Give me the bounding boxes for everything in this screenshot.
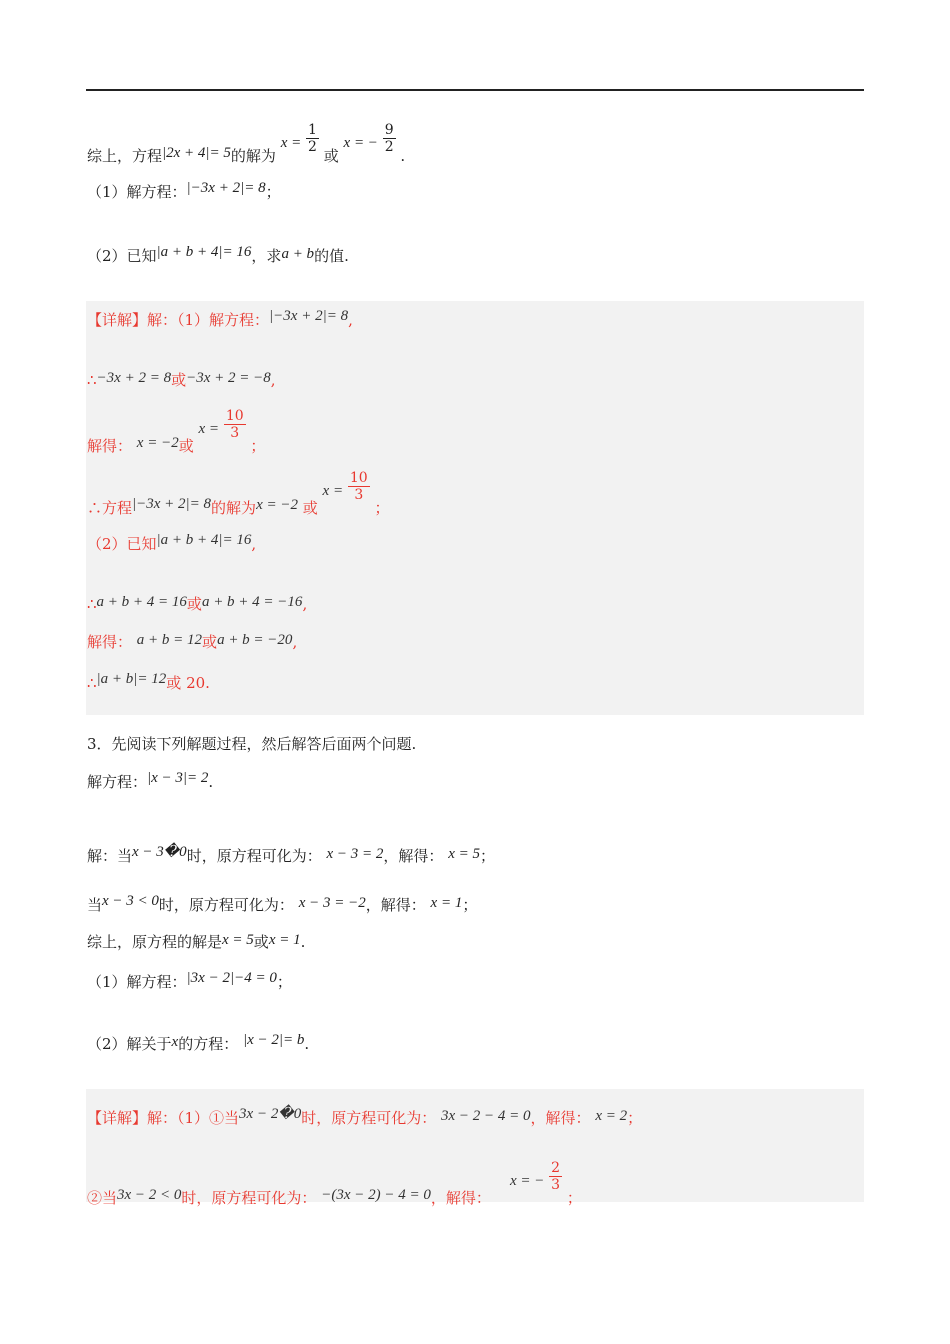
problem-3-equation: 解方程：|x − 3|= 2. [87, 770, 214, 791]
equation: x = 5 [222, 932, 254, 948]
text: （1）解方程： [87, 183, 187, 201]
text: 解得： [87, 633, 133, 651]
variable: x [171, 1034, 179, 1050]
therefore-symbol: ∴ [87, 371, 97, 389]
equation: |−3x + 2|= 8 [186, 180, 266, 196]
equation: x = [198, 420, 220, 437]
case-2-line: 当x − 3 < 0时，原方程可化为： x − 3 = −2，解得： x = 1； [87, 893, 478, 914]
condition: 3x − 2�0 [239, 1106, 302, 1122]
solution: x = 5 [448, 846, 480, 862]
equation: |a + b|= 12 [96, 671, 167, 687]
condition: x − 3�0 [132, 844, 187, 860]
equation: x = −2 [256, 496, 298, 513]
summary-line-2: 综上，原方程的解是x = 5或x = 1. [87, 932, 306, 951]
summary-line [87, 118, 406, 165]
equation: x = [280, 134, 302, 151]
equation: |2x + 4|= 5 [162, 144, 231, 161]
answer-tag: 【详解】解：（1）解方程： [87, 311, 270, 329]
text: ，求 [251, 247, 282, 265]
equation: |x − 2|= b [243, 1032, 305, 1048]
text: （2）已知 [87, 247, 157, 265]
equation: |3x − 2|−4 = 0 [186, 970, 277, 986]
problem-3-question-1: （1）解方程：|3x − 2|−4 = 0； [87, 970, 292, 991]
text: 解方程： [87, 773, 148, 791]
fraction: $\frac{2}{3}$ [551, 1160, 561, 1193]
answer-2-line-1: 【详解】解：（1）①当3x − 2�0时，原方程可化为： 3x − 2 − 4 = 0，解得： x = 2； [87, 1106, 643, 1127]
answer-1-line-6: ∴a + b + 4 = 16或a + b + 4 = −16, [87, 594, 308, 613]
therefore-symbol: ∴ [87, 595, 97, 613]
problem-3-question-2: （2）解关于x的方程： |x − 2|= b. [87, 1032, 310, 1053]
fraction: $\frac{9}{2}$ [384, 122, 394, 155]
text: （1）解方程： [87, 973, 187, 991]
equation: a + b = 12 [136, 632, 203, 648]
question-1 [87, 182, 281, 203]
text: 综上，方程 [87, 146, 163, 165]
text: . [400, 146, 406, 165]
fraction: $\frac{10}{3}$ [349, 470, 368, 503]
equation: −3x + 2 = 8 [96, 370, 172, 386]
answer-tag: 【详解】解：（1）①当 [87, 1109, 240, 1127]
answer-1-line-8: ∴|a + b|= 12或 20. [87, 671, 210, 692]
condition: 3x − 2 < 0 [117, 1186, 182, 1203]
question-2 [87, 246, 349, 267]
text: 的解为 [230, 146, 276, 165]
header-rule [86, 89, 864, 91]
solution: x = 2 [595, 1108, 628, 1124]
equation: |a + b + 4|= 16 [156, 244, 252, 260]
equation: x = − [509, 1172, 545, 1189]
text: （2）解关于 [87, 1035, 172, 1053]
equation: 3x − 2 − 4 = 0 [441, 1108, 531, 1124]
equation: a + b = −20 [217, 632, 293, 648]
answer-1-line-4: ∴方程|−3x + 2|= 8的解为x = −2 或 x = $\frac{10}{3}$ ； [87, 470, 390, 517]
equation: x = 1 [268, 932, 301, 948]
equation: a + b + 4 = −16 [201, 594, 303, 610]
solution: x = 1 [430, 895, 463, 911]
condition: x − 3 < 0 [102, 893, 159, 909]
answer-1-line-5: （2）已知|a + b + 4|= 16, [87, 532, 257, 553]
answer-2-line-2: ②当3x − 2 < 0时，原方程可化为： −(3x − 2) − 4 = 0，解得： x = − $\frac{2}{3}$ ； [87, 1160, 582, 1207]
equation: −3x + 2 = −8 [186, 370, 271, 386]
equation: x − 3 = 2 [326, 846, 384, 862]
fraction: $\frac{1}{2}$ [308, 122, 317, 155]
text: 解得： [87, 436, 133, 455]
equation: x − 3 = −2 [298, 895, 366, 911]
problem-3-title: 3．先阅读下列解题过程，然后解答后面两个问题. [87, 735, 417, 753]
fraction: $\frac{10}{3}$ [225, 408, 244, 441]
text: 综上，原方程的解是 [87, 933, 223, 951]
text: 的值. [314, 247, 349, 265]
equation: a + b + 4 = 16 [96, 594, 187, 610]
equation: |−3x + 2|= 8 [269, 308, 349, 324]
text: 解：当 [87, 847, 133, 865]
equation: x = [322, 482, 344, 499]
therefore-symbol: ∴ [87, 674, 97, 692]
equation: −(3x − 2) − 4 = 0 [321, 1186, 431, 1203]
answer-1-line-3: 解得： x = −2或 x = $\frac{10}{3}$ ； [87, 408, 266, 455]
text: （2）已知 [87, 535, 157, 553]
equation: |x − 3|= 2 [147, 770, 209, 786]
equation: x = −2 [136, 434, 179, 451]
text: ∴方程 [87, 498, 133, 517]
answer-1-line-2: ∴−3x + 2 = 8或−3x + 2 = −8, [87, 370, 276, 389]
answer-1-line-1: 【详解】解：（1）解方程：|−3x + 2|= 8, [87, 308, 353, 329]
case-1-line: 解：当x − 3�0时，原方程可化为： x − 3 = 2，解得： x = 5； [87, 844, 495, 865]
answer-tag: ②当 [87, 1188, 118, 1207]
answer-1-line-7: 解得： a + b = 12或a + b = −20, [87, 632, 298, 651]
equation: x = − [343, 134, 378, 151]
equation: |−3x + 2|= 8 [132, 495, 212, 512]
expression: a + b [281, 246, 315, 262]
text: ； [265, 183, 281, 201]
equation: |a + b + 4|= 16 [156, 532, 252, 548]
text: 或 [323, 146, 339, 165]
text: 当 [87, 896, 103, 914]
